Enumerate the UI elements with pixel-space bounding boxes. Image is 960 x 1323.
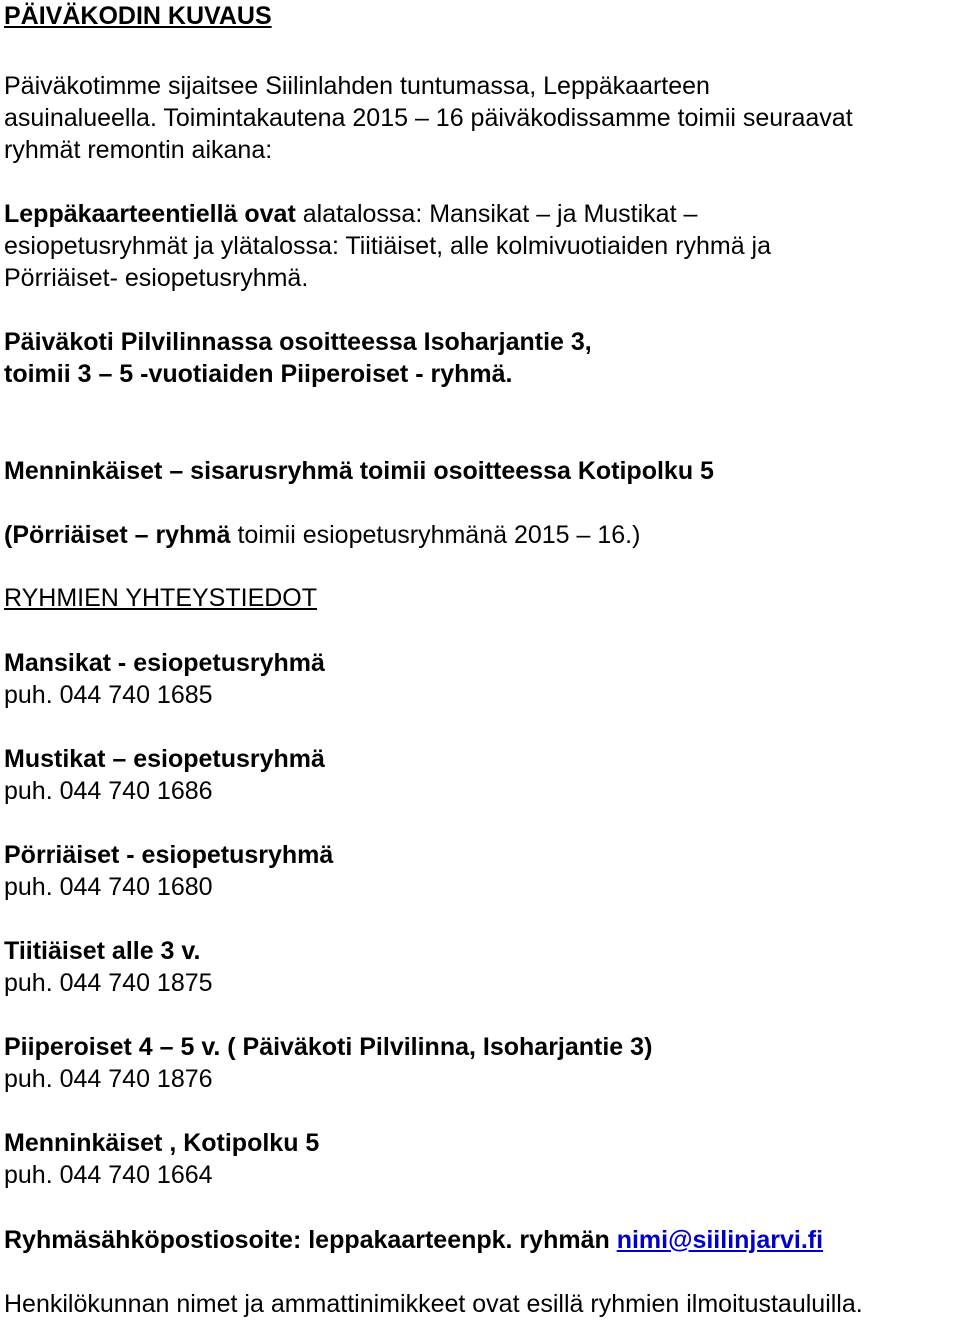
email-line <box>4 1224 823 1256</box>
email-link[interactable]: nimi@siilinjarvi.fi <box>616 1226 824 1254</box>
intro-line: ryhmät remontin aikana: <box>4 136 273 164</box>
leppakaari-lead: Leppäkaarteentiellä ovat <box>4 200 296 228</box>
porriaiset-note-rest: toimii esiopetusryhmänä 2015 – 16.) <box>230 521 641 549</box>
contact-entry <box>4 647 325 711</box>
contact-phone: puh. 044 740 1876 <box>4 1065 213 1093</box>
pilvilinna-line: Päiväkoti Pilvilinnassa osoitteessa Isoharjantie 3, <box>4 328 592 356</box>
contact-entry <box>4 839 333 903</box>
pilvilinna-paragraph <box>4 326 592 390</box>
intro-line: Päiväkotimme sijaitsee Siilinlahden tuntumassa, Leppäkaarteen <box>4 72 710 100</box>
leppakaari-line <box>4 198 771 230</box>
leppakaari-line: esiopetusryhmät ja ylätalossa: Tiitiäiset, alle kolmivuotiaiden ryhmä ja <box>4 232 772 260</box>
footer-note: Henkilökunnan nimet ja ammattinimikkeet ovat esillä ryhmien ilmoitustauluilla. <box>4 1290 863 1318</box>
contact-phone: puh. 044 740 1685 <box>4 681 213 709</box>
email-label: Ryhmäsähköpostiosoite: leppakaarteenpk. ryhmän <box>4 1226 617 1254</box>
menninkaiset-paragraph: Menninkäiset – sisarusryhmä toimii osoitteessa Kotipolku 5 <box>4 457 714 485</box>
contacts-heading: RYHMIEN YHTEYSTIEDOT <box>4 584 318 612</box>
leppakaari-line: Pörriäiset- esiopetusryhmä. <box>4 264 309 292</box>
contact-group-name: Tiitiäiset alle 3 v. <box>4 937 201 965</box>
contact-phone: puh. 044 740 1680 <box>4 873 213 901</box>
leppakaari-line-rest: alatalossa: Mansikat – ja Mustikat – <box>295 200 698 228</box>
intro-line: asuinalueella. Toimintakautena 2015 – 16 päiväkodissamme toimii seuraavat <box>4 104 853 132</box>
pilvilinna-line: toimii 3 – 5 -vuotiaiden Piiperoiset - ryhmä. <box>4 360 513 388</box>
leppakaari-paragraph <box>4 198 771 294</box>
contact-phone: puh. 044 740 1664 <box>4 1161 213 1189</box>
contact-phone: puh. 044 740 1875 <box>4 969 213 997</box>
contact-entry <box>4 743 325 807</box>
page-title: PÄIVÄKODIN KUVAUS <box>4 2 272 30</box>
contact-entry <box>4 1127 319 1191</box>
contact-group-name: Piiperoiset 4 – 5 v. ( Päiväkoti Pilvilinna, Isoharjantie 3) <box>4 1033 653 1061</box>
contact-group-name: Menninkäiset , Kotipolku 5 <box>4 1129 320 1157</box>
contact-phone: puh. 044 740 1686 <box>4 777 213 805</box>
intro-paragraph <box>4 70 853 166</box>
contact-group-name: Mansikat - esiopetusryhmä <box>4 649 325 677</box>
porriaiset-note <box>4 519 640 551</box>
contact-group-name: Mustikat – esiopetusryhmä <box>4 745 325 773</box>
porriaiset-note-lead: (Pörriäiset – ryhmä <box>4 521 231 549</box>
contact-entry <box>4 1031 652 1095</box>
contact-entry <box>4 935 213 999</box>
contact-group-name: Pörriäiset - esiopetusryhmä <box>4 841 334 869</box>
